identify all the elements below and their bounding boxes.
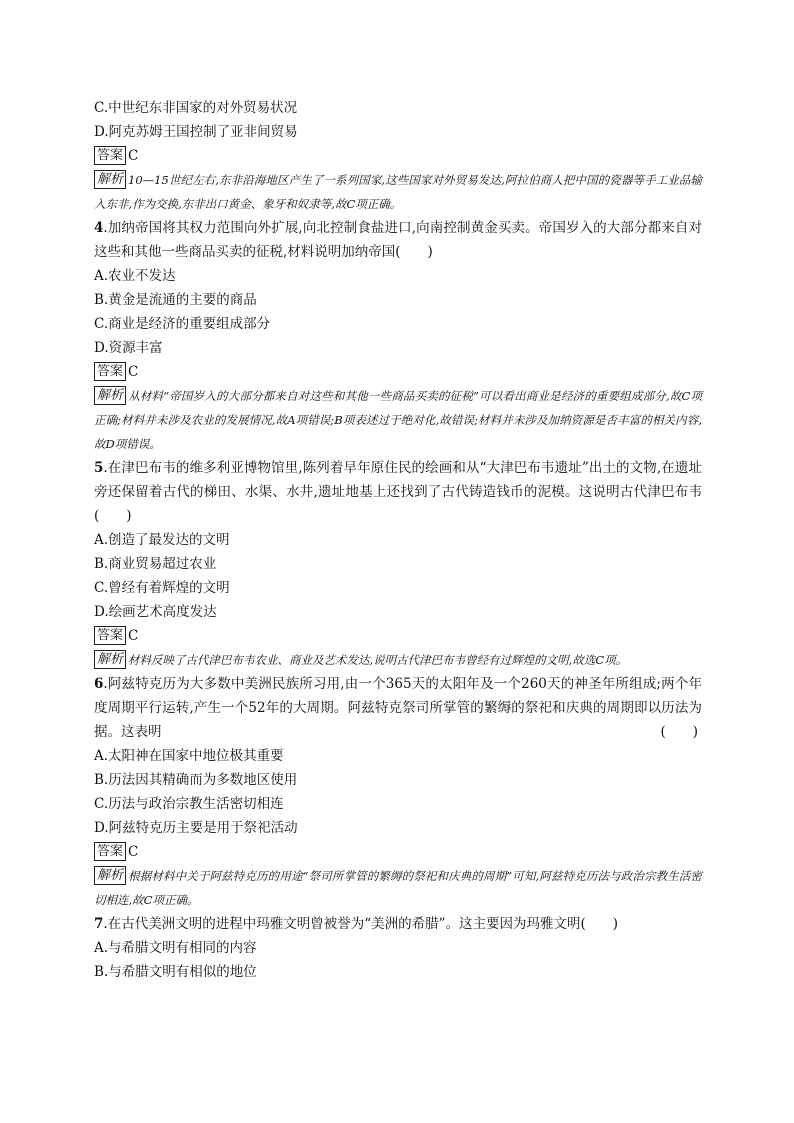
answer-value: C <box>128 364 139 380</box>
explain-tag: 解析 <box>94 386 126 405</box>
answer-value: C <box>128 148 139 164</box>
q3-answer <box>94 144 702 168</box>
question-text: .在古代美洲文明的进程中玛雅文明曾被誉为“美洲的希腊”。这主要因为玛雅文明( ) <box>103 916 619 932</box>
explanation-text: 从材料“帝国岁入的大部分都来自对这些和其他一些商品买卖的征税”可以看出商业是经济的重要组成部分,故C项正确;材料并未涉及农业的发展情况,故A项错误;B项表述过于绝对化,故错误;材料并未涉及加纳资源是否丰富的相关内容,故D项错误。 <box>94 389 702 451</box>
q6-answer <box>94 840 702 864</box>
explain-tag: 解析 <box>94 170 126 189</box>
q7-option-a: A.与希腊文明有相同的内容 <box>94 940 257 956</box>
q5-option-a: A.创造了最发达的文明 <box>94 532 230 548</box>
explanation-text: 材料反映了古代津巴布韦农业、商业及艺术发达,说明古代津巴布韦曾经有过辉煌的文明,故选C项。 <box>128 653 628 667</box>
document-page <box>94 96 702 984</box>
answer-tag: 答案 <box>94 362 126 381</box>
answer-value: C <box>128 844 139 860</box>
explain-tag: 解析 <box>94 866 126 885</box>
answer-tag: 答案 <box>94 626 126 645</box>
q7-option-b: B.与希腊文明有相似的地位 <box>94 964 257 980</box>
answer-paren: ( ) <box>660 724 698 740</box>
question-number: 4 <box>94 220 104 236</box>
answer-value: C <box>128 628 139 644</box>
q3-option-d: D.阿克苏姆王国控制了亚非间贸易 <box>94 124 298 140</box>
q3-option-c: C.中世纪东非国家的对外贸易状况 <box>94 100 298 116</box>
q6-stem <box>94 672 702 744</box>
explanation-text: 根据材料中关于阿兹特克历的用途“祭司所掌管的繁缛的祭祀和庆典的周期”可知,阿兹特克历法与政治宗教生活密切相连,故C项正确。 <box>94 869 702 907</box>
q4-option-d: D.资源丰富 <box>94 340 163 356</box>
q5-option-b: B.商业贸易超过农业 <box>94 556 217 572</box>
question-text: .阿兹特克历为大多数中美洲民族所习用,由一个365天的太阳年及一个260天的神圣年所组成;两个年度周期平行运转,产生一个52年的大周期。阿兹特克祭司所掌管的繁缛的祭祀和庆典的周期即以历法为据。这表明 <box>94 676 702 740</box>
explanation-text: 10—15世纪左右,东非沿海地区产生了一系列国家,这些国家对外贸易发达,阿拉伯商人把中国的瓷器等手工业品输入东非,作为交换,东非出口黄金、象牙和奴隶等,故C项正确。 <box>94 173 702 211</box>
question-text: .加纳帝国将其权力范围向外扩展,向北控制食盐进口,向南控制黄金买卖。帝国岁入的大部分都来自对这些和其他一些商品买卖的征税,材料说明加纳帝国( ) <box>94 220 702 260</box>
q5-stem <box>94 456 702 528</box>
question-text: .在津巴布韦的维多利亚博物馆里,陈列着早年原住民的绘画和从“大津巴布韦遗址”出土的文物,在遗址旁还保留着古代的梯田、水渠、水井,遗址地基上还找到了古代铸造钱币的泥模。这说明古代津巴布韦( ) <box>94 460 702 524</box>
q6-option-d: D.阿兹特克历主要是用于祭祀活动 <box>94 820 298 836</box>
q5-option-d: D.绘画艺术高度发达 <box>94 604 217 620</box>
question-number: 6 <box>94 676 104 692</box>
q4-stem <box>94 216 702 264</box>
q5-option-c: C.曾经有着辉煌的文明 <box>94 580 230 596</box>
q6-option-c: C.历法与政治宗教生活密切相连 <box>94 796 284 812</box>
explain-tag: 解析 <box>94 650 126 669</box>
q6-explanation <box>94 864 702 912</box>
answer-tag: 答案 <box>94 146 126 165</box>
q4-option-b: B.黄金是流通的主要的商品 <box>94 292 257 308</box>
q5-explanation <box>94 648 702 672</box>
question-number: 7 <box>94 916 104 932</box>
q4-option-c: C.商业是经济的重要组成部分 <box>94 316 271 332</box>
q5-answer <box>94 624 702 648</box>
q6-option-b: B.历法因其精确而为多数地区使用 <box>94 772 298 788</box>
question-number: 5 <box>94 460 104 476</box>
q3-explanation <box>94 168 702 216</box>
q4-answer <box>94 360 702 384</box>
answer-tag: 答案 <box>94 842 126 861</box>
q4-explanation <box>94 384 702 456</box>
q7-stem <box>94 912 702 936</box>
q6-option-a: A.太阳神在国家中地位极其重要 <box>94 748 284 764</box>
q4-option-a: A.农业不发达 <box>94 268 176 284</box>
